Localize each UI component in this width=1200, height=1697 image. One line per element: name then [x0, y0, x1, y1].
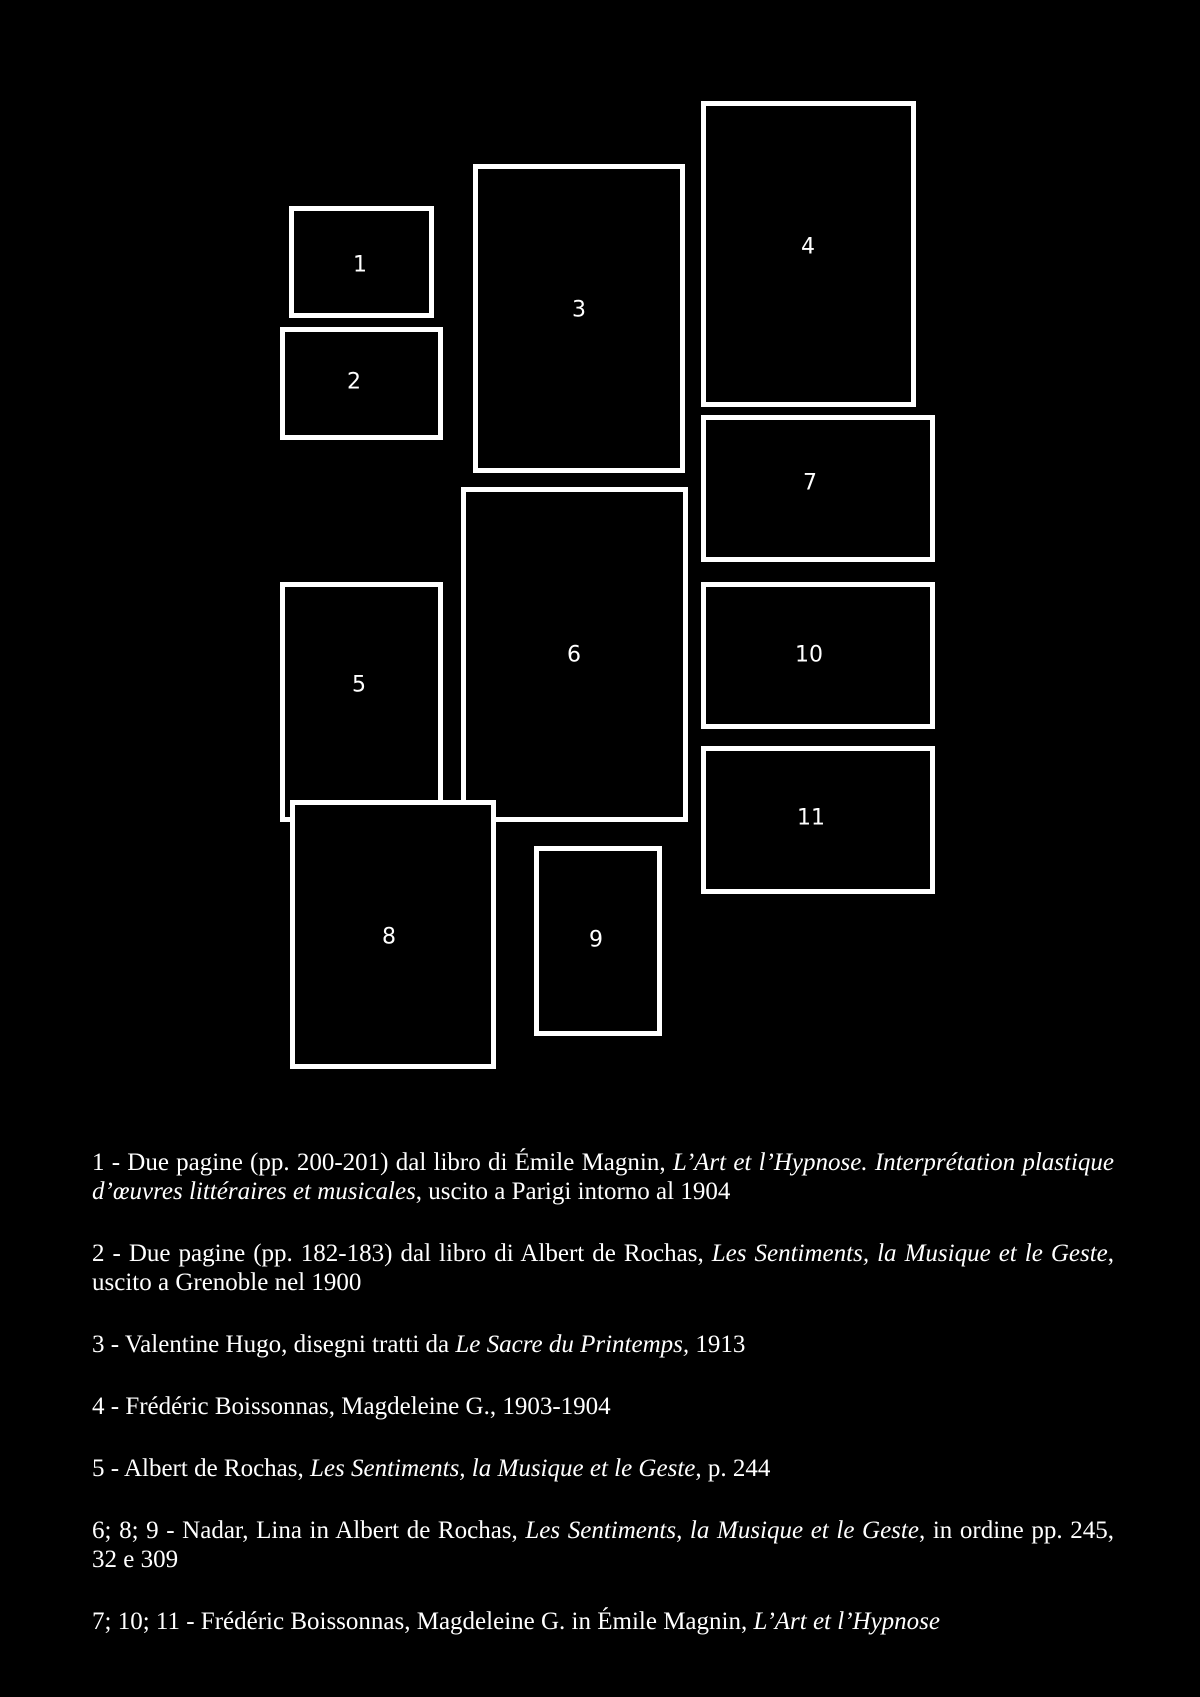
- caption-text: , uscito a Grenoble nel 1900: [92, 1240, 1114, 1296]
- caption-text: 7; 10; 11 - Frédéric Boissonnas, Magdeleine G. in Émile Magnin,: [92, 1608, 754, 1635]
- panel-box-2: [280, 327, 443, 440]
- panel-label-3: 3: [572, 297, 586, 323]
- panel-label-2: 2: [347, 369, 361, 395]
- caption-5: [92, 1454, 1114, 1483]
- caption-text: , in ordine pp. 245, 32 e 309: [92, 1517, 1114, 1573]
- panel-label-8: 8: [382, 924, 396, 950]
- panel-label-4: 4: [801, 234, 815, 260]
- caption-list: [92, 1148, 1114, 1669]
- panel-label-11: 11: [797, 805, 825, 831]
- caption-text: , p. 244: [695, 1455, 771, 1482]
- caption-title: L’Art et l’Hypnose: [753, 1608, 941, 1635]
- caption-text: 6; 8; 9 - Nadar, Lina in Albert de Rochas,: [92, 1517, 526, 1544]
- panel-box-5: [280, 582, 443, 822]
- caption-title: L’Art et l’Hypnose. Interprétation plastique d’œuvres littéraires et musicales: [92, 1149, 1114, 1205]
- caption-title: Les Sentiments, la Musique et le Geste: [711, 1240, 1108, 1267]
- caption-text: 1 - Due pagine (pp. 200-201) dal libro di Émile Magnin,: [92, 1149, 673, 1176]
- caption-title: Le Sacre du Printemps,: [455, 1331, 690, 1358]
- caption-6: [92, 1516, 1114, 1574]
- caption-7: [92, 1607, 1114, 1636]
- panel-label-9: 9: [589, 927, 603, 953]
- caption-text: 2 - Due pagine (pp. 182-183) dal libro di Albert de Rochas,: [92, 1240, 712, 1267]
- panel-label-10: 10: [795, 642, 823, 668]
- caption-text: , uscito a Parigi intorno al 1904: [415, 1178, 731, 1205]
- caption-title: Les Sentiments, la Musique et le Geste: [525, 1517, 919, 1544]
- panel-label-6: 6: [567, 642, 581, 668]
- caption-1: [92, 1148, 1114, 1206]
- panel-label-7: 7: [803, 470, 817, 496]
- caption-title: Les Sentiments, la Musique et le Geste: [310, 1455, 696, 1482]
- caption-text: 5 - Albert de Rochas,: [92, 1455, 311, 1482]
- caption-2: [92, 1239, 1114, 1297]
- caption-3: [92, 1330, 1114, 1359]
- panel-label-5: 5: [352, 672, 366, 698]
- panel-box-7: [701, 415, 935, 562]
- caption-4: [92, 1392, 1114, 1421]
- caption-text: 4 - Frédéric Boissonnas, Magdeleine G., 1903-1904: [92, 1393, 611, 1420]
- panel-label-1: 1: [353, 252, 367, 278]
- caption-text: 1913: [689, 1331, 746, 1358]
- caption-text: 3 - Valentine Hugo, disegni tratti da: [92, 1331, 456, 1358]
